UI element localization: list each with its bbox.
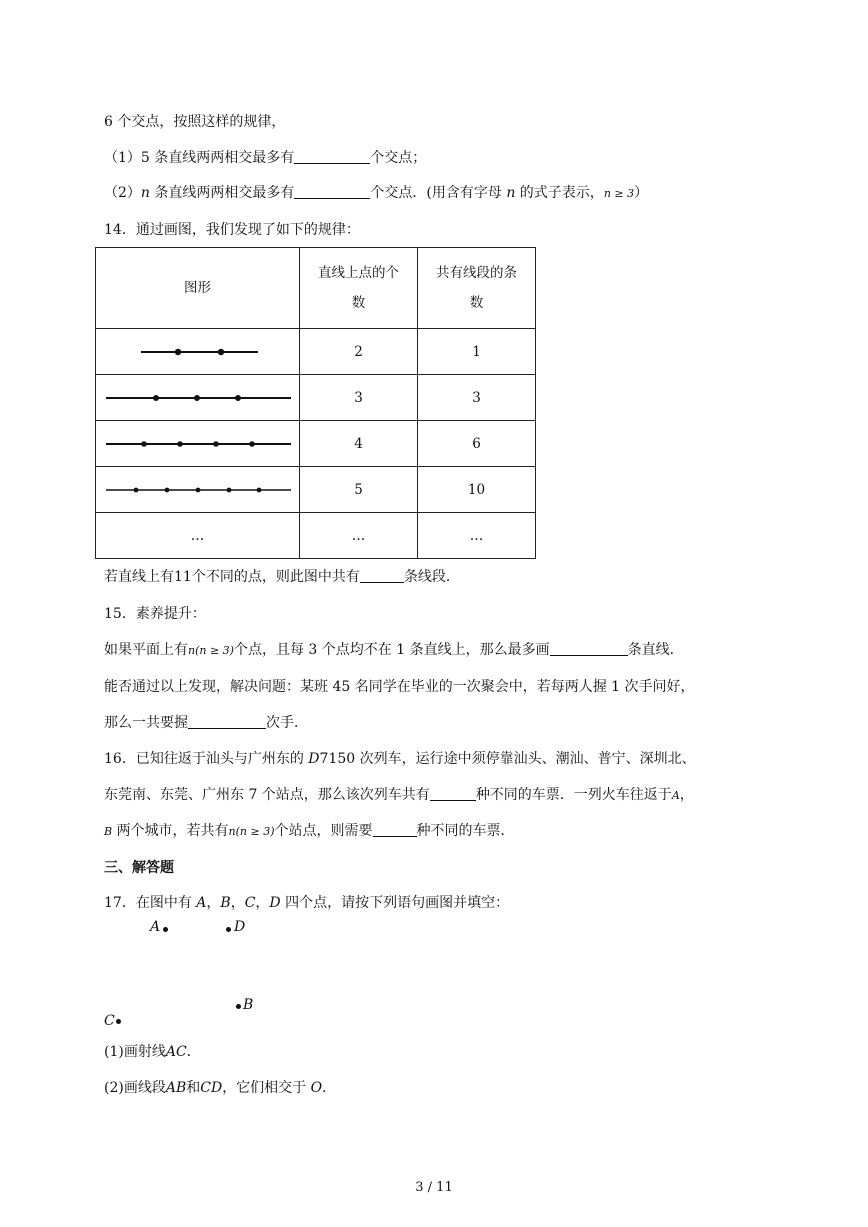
q17-item1: (1)画射线AC． <box>104 1044 201 1060</box>
table-cell: 10 <box>418 467 536 513</box>
figure-five-points <box>96 467 300 513</box>
q14-question: 若直线上有11个不同的点，则此图中共有 条线段． <box>104 569 460 585</box>
q15-blank-handshakes[interactable] <box>188 714 266 729</box>
q17-item2: (2)画线段AB和CD，它们相交于 O． <box>104 1080 337 1096</box>
header-segments: 共有线段的条 数 <box>418 248 536 329</box>
q13-part1: （1）5 条直线两两相交最多有 个交点； <box>104 150 427 166</box>
section-heading: 三、解答题 <box>104 860 174 876</box>
q15-title: 15．素养提升： <box>104 606 206 622</box>
q15-line1: 如果平面上有n(n ≥ 3)个点，且每 3 个点均不在 1 条直线上，那么最多画 条直线． <box>104 642 684 658</box>
point-b[interactable] <box>236 1004 241 1009</box>
point-c[interactable] <box>116 1019 121 1024</box>
header-figure: 图形 <box>96 248 300 329</box>
q16-blank-n[interactable] <box>373 822 417 837</box>
table-cell: 4 <box>300 421 418 467</box>
q16-line2: 东莞南、东莞、广州东 7 个站点，那么该次列车共有 种不同的车票．一列火车往返于A， <box>104 787 694 803</box>
table-cell: … <box>300 513 418 559</box>
q13-part2-blank[interactable] <box>294 184 370 199</box>
header-points: 直线上点的个 数 <box>300 248 418 329</box>
q15-line2: 能否通过以上发现，解决问题：某班 45 名同学在毕业的一次聚会中，若每两人握 1 次手问好， <box>104 679 695 695</box>
point-a[interactable] <box>163 927 168 932</box>
table-cell: 2 <box>300 329 418 375</box>
q16-blank-tickets[interactable] <box>430 786 476 801</box>
point-c-label: C <box>104 1013 115 1029</box>
table-cell: … <box>418 513 536 559</box>
point-b-label: B <box>243 997 254 1013</box>
q13-part1-blank[interactable] <box>294 149 370 164</box>
point-d-label: D <box>234 919 246 935</box>
figure-four-points <box>96 421 300 467</box>
q13-continuation: 6 个交点，按照这样的规律， <box>104 114 286 130</box>
q15-blank-lines[interactable] <box>550 641 628 656</box>
table-cell: 3 <box>418 375 536 421</box>
point-d[interactable] <box>226 927 231 932</box>
q16-line3: B 两个城市，若共有n(n ≥ 3)个站点，则需要 种不同的车票． <box>104 823 515 839</box>
q15-condition: n(n ≥ 3) <box>188 644 234 657</box>
q15-line3: 那么一共要握 次手． <box>104 715 308 731</box>
table-cell: 3 <box>300 375 418 421</box>
q14-intro: 14．通过画图，我们发现了如下的规律： <box>104 222 360 238</box>
table-cell: … <box>96 513 300 559</box>
table-cell: 5 <box>300 467 418 513</box>
q13-part2: （2）n 条直线两两相交最多有 个交点．(用含有字母 n 的式子表示，n ≥ 3） <box>104 185 649 201</box>
table-cell: 1 <box>418 329 536 375</box>
segment-figure-2 <box>98 342 298 362</box>
segment-figure-4 <box>98 434 298 454</box>
page-number: 3 / 11 <box>415 1180 453 1195</box>
q14-blank[interactable] <box>360 568 404 583</box>
q13-condition: n ≥ 3 <box>603 187 635 200</box>
figure-three-points <box>96 375 300 421</box>
q17-intro: 17．在图中有 A，B，C，D 四个点，请按下列语句画图并填空： <box>104 895 510 911</box>
rules-table <box>95 247 536 559</box>
table-cell: 6 <box>418 421 536 467</box>
point-a-label: A <box>150 919 161 935</box>
segment-figure-5 <box>98 480 298 500</box>
q16-condition: n(n ≥ 3) <box>228 825 275 838</box>
q16-line1: 16．已知往返于汕头与广州东的 D7150 次列车，运行途中须停靠汕头、潮汕、普宁、深圳北、 <box>104 751 696 767</box>
figure-two-points <box>96 329 300 375</box>
segment-figure-3 <box>98 388 298 408</box>
